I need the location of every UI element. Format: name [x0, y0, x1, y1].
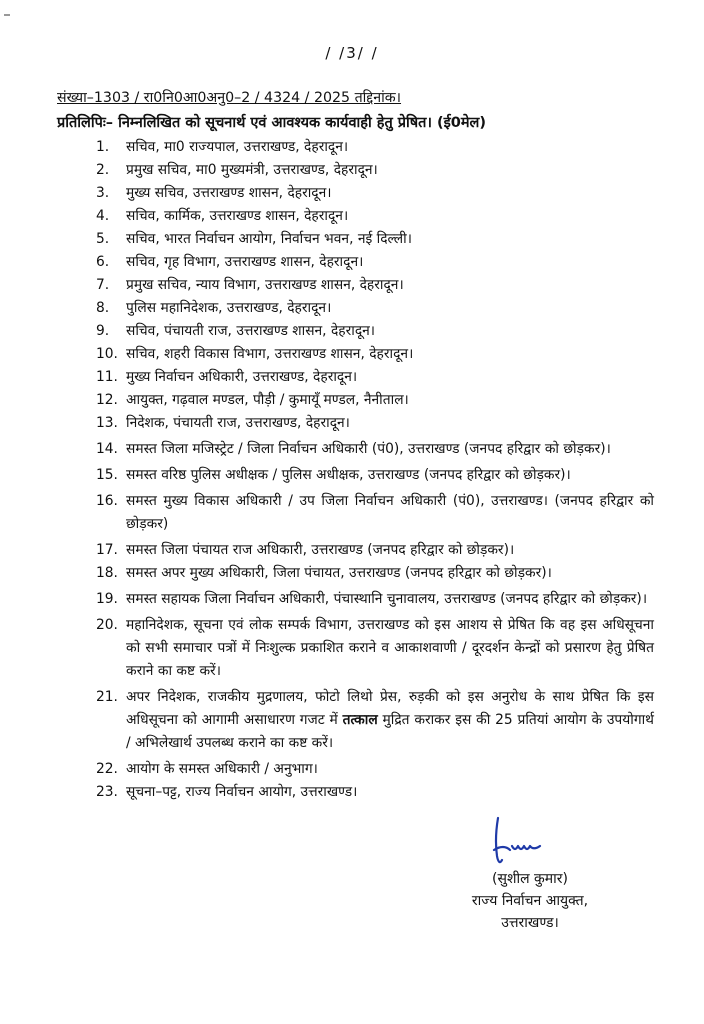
reference-number: संख्या–1303 / रा0नि0आ0अनु0–2 / 4324 / 2025 तद्दिनांक। — [57, 90, 402, 106]
list-item — [96, 297, 654, 320]
list-item — [96, 182, 654, 205]
item-number: 7. — [96, 277, 110, 293]
item-text: समस्त जिला पंचायत राज अधिकारी, उत्तराखण्ड (जनपद हरिद्वार को छोड़कर)। — [126, 542, 515, 558]
item-number: 9. — [96, 323, 110, 339]
list-item — [96, 562, 654, 585]
item-text: मुख्य सचिव, उत्तराखण्ड शासन, देहरादून। — [126, 185, 332, 201]
item-number: 19. — [96, 591, 118, 607]
signature-block — [440, 868, 620, 934]
item-number: 5. — [96, 231, 110, 247]
signatory-state: उत्तराखण्ड। — [501, 915, 559, 931]
item-number: 8. — [96, 300, 110, 316]
item-text: समस्त जिला मजिस्ट्रेट / जिला निर्वाचन अधिकारी (पं0), उत्तराखण्ड (जनपद हरिद्वार को छोड़कर)। — [126, 441, 611, 457]
item-text: मुख्य निर्वाचन अधिकारी, उत्तराखण्ड, देहरादून। — [126, 369, 358, 385]
list-item — [96, 614, 654, 683]
item-number: 3. — [96, 185, 110, 201]
list-item — [96, 588, 654, 611]
item-number: 15. — [96, 467, 118, 483]
item-text: महानिदेशक, सूचना एवं लोक सम्पर्क विभाग, उत्तराखण्ड को इस आशय से प्रेषित कि वह इस अधिसूचना को सभी समाचार पत्रों में निःशुल्क प्रकाशित कराने व आकाशवाणी / दूरदर्शन केन्द्रों को प्रसारण हेतु प्रेषित कराने का कष्ट करें। — [126, 617, 654, 679]
list-item — [96, 366, 654, 389]
item-number: 13. — [96, 415, 118, 431]
list-item — [96, 205, 654, 228]
item-text: आयुक्त, गढ़वाल मण्डल, पौड़ी / कुमायूँ मण्डल, नैनीताल। — [126, 392, 409, 408]
list-item — [96, 490, 654, 536]
handwritten-signature — [484, 816, 554, 872]
list-item — [96, 781, 654, 804]
list-item — [96, 539, 654, 562]
item-text: सचिव, कार्मिक, उत्तराखण्ड शासन, देहरादून। — [126, 208, 349, 224]
item-text: समस्त मुख्य विकास अधिकारी / उप जिला निर्वाचन अधिकारी (पं0), उत्तराखण्ड। (जनपद हरिद्वार को छोड़कर) — [126, 493, 654, 532]
list-item — [96, 464, 654, 487]
item-text: प्रमुख सचिव, मा0 मुख्यमंत्री, उत्तराखण्ड, देहरादून। — [126, 162, 378, 178]
item-text: समस्त सहायक जिला निर्वाचन अधिकारी, पंचास्थानि चुनावालय, उत्तराखण्ड (जनपद हरिद्वार को छोड़कर)। — [126, 591, 648, 607]
item-text: सचिव, पंचायती राज, उत्तराखण्ड शासन, देहरादून। — [126, 323, 376, 339]
item-text: सचिव, मा0 राज्यपाल, उत्तराखण्ड, देहरादून। — [126, 139, 349, 155]
list-item — [96, 159, 654, 182]
item-number: 20. — [96, 617, 118, 633]
list-item — [96, 438, 654, 461]
item-text: समस्त वरिष्ठ पुलिस अधीक्षक / पुलिस अधीक्षक, उत्तराखण्ड (जनपद हरिद्वार को छोड़कर)। — [126, 467, 571, 483]
item-number: 4. — [96, 208, 110, 224]
list-item — [96, 251, 654, 274]
recipient-list — [96, 136, 654, 804]
item-number: 21. — [96, 689, 118, 705]
list-item — [96, 228, 654, 251]
item-number: 17. — [96, 542, 118, 558]
item-number: 18. — [96, 565, 118, 581]
list-item — [96, 758, 654, 781]
item-number: 16. — [96, 493, 118, 509]
list-item — [96, 136, 654, 159]
list-item — [96, 686, 654, 755]
signatory-name: (सुशील कुमार) — [492, 871, 568, 887]
list-item — [96, 412, 654, 435]
item-number: 12. — [96, 392, 118, 408]
item-number: 2. — [96, 162, 110, 178]
signatory-designation: राज्य निर्वाचन आयुक्त, — [471, 893, 589, 909]
item-text: सचिव, भारत निर्वाचन आयोग, निर्वाचन भवन, नई दिल्ली। — [126, 231, 412, 247]
item-text: सचिव, गृह विभाग, उत्तराखण्ड शासन, देहरादून। — [126, 254, 364, 270]
emphasis-word: तत्काल — [342, 712, 378, 728]
item-number: 11. — [96, 369, 118, 385]
list-item — [96, 343, 654, 366]
item-number: 1. — [96, 139, 110, 155]
page-number: / /3/ / — [325, 44, 379, 62]
item-text-part: मुद्रित कराकर इस की 25 प्रतियां आयोग के उपयोगार्थ / अभिलेखार्थ उपलब्ध कराने का कष्ट करें। — [126, 712, 654, 751]
item-number: 22. — [96, 761, 118, 777]
list-item — [96, 274, 654, 297]
item-text-part: अपर निदेशक, राजकीय मुद्रणालय, फोटो लिथो प्रेस, रुड़की को इस अनुरोध के साथ प्रेषित कि इस अधिसूचना को आगामी असाधारण गजट में — [126, 689, 654, 728]
scan-speck — [4, 14, 10, 16]
list-item — [96, 389, 654, 412]
item-number: 14. — [96, 441, 118, 457]
item-text — [126, 686, 654, 755]
item-text: सूचना–पट्ट, राज्य निर्वाचन आयोग, उत्तराखण्ड। — [126, 784, 358, 800]
item-number: 23. — [96, 784, 118, 800]
item-text: पुलिस महानिदेशक, उत्तराखण्ड, देहरादून। — [126, 300, 332, 316]
copy-to-heading: प्रतिलिपिः– निम्नलिखित को सूचनार्थ एवं आवश्यक कार्यवाही हेतु प्रेषित। (ई0मेल) — [57, 115, 486, 131]
item-text: आयोग के समस्त अधिकारी / अनुभाग। — [126, 761, 318, 777]
item-number: 6. — [96, 254, 110, 270]
item-text: प्रमुख सचिव, न्याय विभाग, उत्तराखण्ड शासन, देहरादून। — [126, 277, 404, 293]
item-text: निदेशक, पंचायती राज, उत्तराखण्ड, देहरादून। — [126, 415, 350, 431]
item-text: सचिव, शहरी विकास विभाग, उत्तराखण्ड शासन, देहरादून। — [126, 346, 414, 362]
list-item — [96, 320, 654, 343]
item-text: समस्त अपर मुख्य अधिकारी, जिला पंचायत, उत्तराखण्ड (जनपद हरिद्वार को छोड़कर)। — [126, 565, 552, 581]
item-number: 10. — [96, 346, 118, 362]
